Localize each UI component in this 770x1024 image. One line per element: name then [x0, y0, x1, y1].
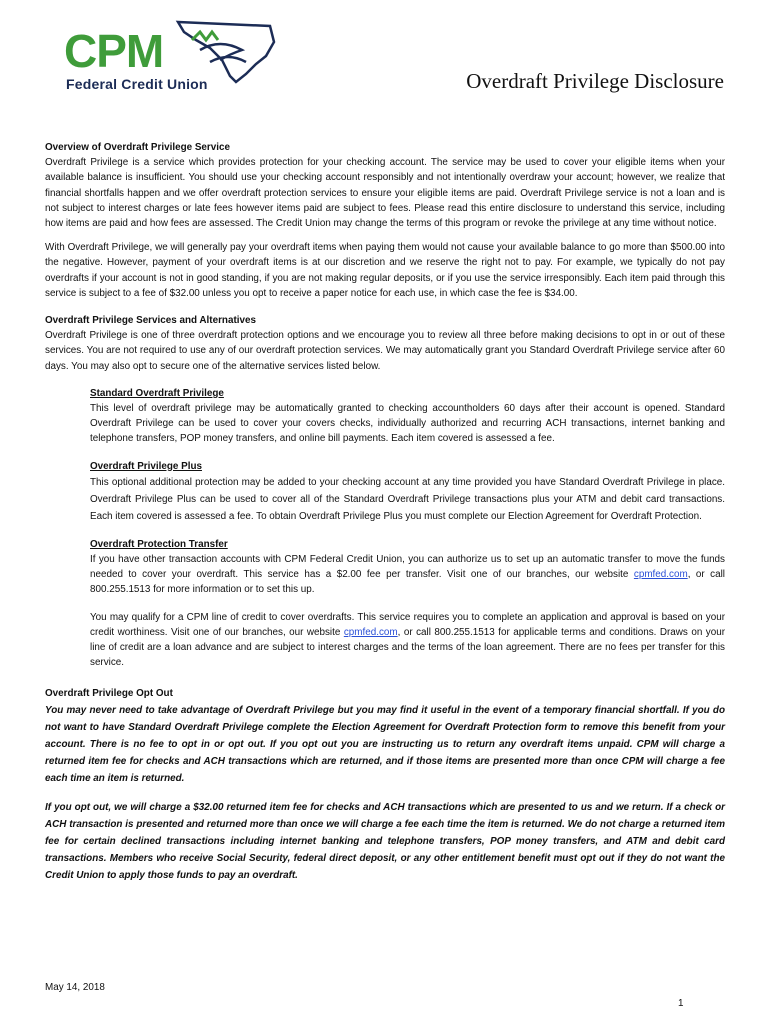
- services-paragraph: Overdraft Privilege is one of three overdraft protection options and we encourage you to review all three before making decisions to opt in or out of these services. You are not required to use any of our overdraft protection services. We may automatically grant you Standard Overdraft Privilege service after 60 days. You may also opt to secure one of the alternative services listed below.: [45, 330, 725, 372]
- website-link[interactable]: cpmfed.com: [633, 569, 688, 581]
- document-body: [45, 140, 725, 884]
- standard-text: This level of overdraft privilege may be automatically granted to checking accountholders 60 days after their account is opened. Standard Overdraft Privilege can be used to cover your covers checks, individually authorized and recurring ACH transactions, internet banking and telephone transfers, POP money transfers, and online bill payments. Each item covered is assessed a fee.: [90, 403, 725, 445]
- optout-heading: Overdraft Privilege Opt Out: [45, 688, 173, 700]
- transfer-text-b: , or call 800.255.1513 for more information or to set this up.: [90, 569, 725, 596]
- transfer-heading: Overdraft Protection Transfer: [90, 538, 228, 550]
- footer-date: May 14, 2018: [45, 982, 105, 993]
- logo-subtitle: Federal Credit Union: [66, 76, 208, 92]
- website-link-2[interactable]: cpmfed.com: [343, 626, 398, 638]
- loc-text-a: You may qualify for a CPM line of credit to cover overdrafts. This service requires you to complete an application and approval is based on your credit worthiness. Visit one of our branches, our website: [90, 611, 725, 638]
- overview-paragraph-1: Overdraft Privilege is a service which provides protection for your checking account. The service may be used to cover your eligible items when your available balance is insufficient. You should use your checking account responsibly and not intentionally overdraw your account; however, we realize that financial shortfalls happen and we offer overdraft protection services to ensure your eligible items are paid. Overdraft Privilege service is not a loan and is not subject to interest charges or late fees however items paid are subject to fees. Please read this entire disclosure to understand this service, including how items are paid and how fees are assessed. The Credit Union may change the terms of this program or revoke the privilege at any time without notice.: [45, 157, 725, 230]
- optout-paragraph-1: You may never need to take advantage of Overdraft Privilege but you may find it useful in the event of a temporary financial shortfall. If you do not want to have Standard Overdraft Privilege complete the Election Agreement for Overdraft Protection form to remove this benefit from your account. There is no fee to opt in or opt out. If you opt out you are instructing us to return any overdraft items unpaid. CPM will charge a returned item fee for checks and ACH transactions which are returned, and if those items are presented more than once CPM will charge a fee each time an item is returned.: [45, 704, 725, 784]
- transfer-text-a: If you have other transaction accounts with CPM Federal Credit Union, you can authorize us to set up an automatic transfer to move the funds needed to cover your overdraft. This service has a $2.00 fee per transfer. Visit one of our branches, our website: [90, 554, 725, 581]
- cpm-logo: [60, 20, 280, 100]
- plus-text: This optional additional protection may be added to your checking account at any time provided you have Standard Overdraft Privilege in place. Overdraft Privilege Plus can be used to cover all of the Standard Overdraft Privilege transactions plus your ATM and debit card transactions. Each item covered is assessed a fee. To obtain Overdraft Privilege Plus you must complete our Election Agreement for Overdraft Protection.: [90, 476, 725, 522]
- logo-wordmark: CPM: [64, 25, 164, 77]
- optout-paragraph-2: If you opt out, we will charge a $32.00 returned item fee for checks and ACH transactions which are presented to us and we return. If a check or ACH transaction is presented and returned more than once we will charge a fee each time the item is returned. We do not charge a returned item fee for certain declined transactions including internet banking and telephone transfers, POP money transfers, and ATM and debit card transactions. Members who receive Social Security, federal direct deposit, or any other entitlement benefit must opt out if they do not want the Credit Union to apply those funds to pay an overdraft.: [45, 801, 725, 881]
- document-title: Overdraft Privilege Disclosure: [466, 69, 724, 93]
- overview-heading: Overview of Overdraft Privilege Service: [45, 142, 230, 153]
- transfer-text: [90, 552, 725, 598]
- line-of-credit-text: [90, 610, 725, 671]
- page-number: 1: [678, 998, 684, 1009]
- loc-text-b: , or call 800.255.1513 for applicable terms and conditions. Draws on your line of credit are a loan advance and are subject to interest charges and the terms of the loan agreement. There are no fees per transfer for this service.: [90, 626, 725, 669]
- services-heading: Overdraft Privilege Services and Alternatives: [45, 315, 256, 327]
- standard-heading: Standard Overdraft Privilege: [90, 387, 224, 399]
- plus-heading: Overdraft Privilege Plus: [90, 460, 202, 472]
- overview-paragraph-2: With Overdraft Privilege, we will generally pay your overdraft items when paying them would not cause your available balance to go more than $500.00 into the negative. However, payment of your overdraft items is at our discretion and we reserve the right not to pay. For example, we typically do not pay overdrafts if your account is not in good standing, if you are not making regular deposits, or if you use the service irresponsibly. Each item paid through this service is subject to a fee of $32.00 unless you opt to receive a paper notice for each use, in which case the fee is $34.00.: [45, 242, 725, 299]
